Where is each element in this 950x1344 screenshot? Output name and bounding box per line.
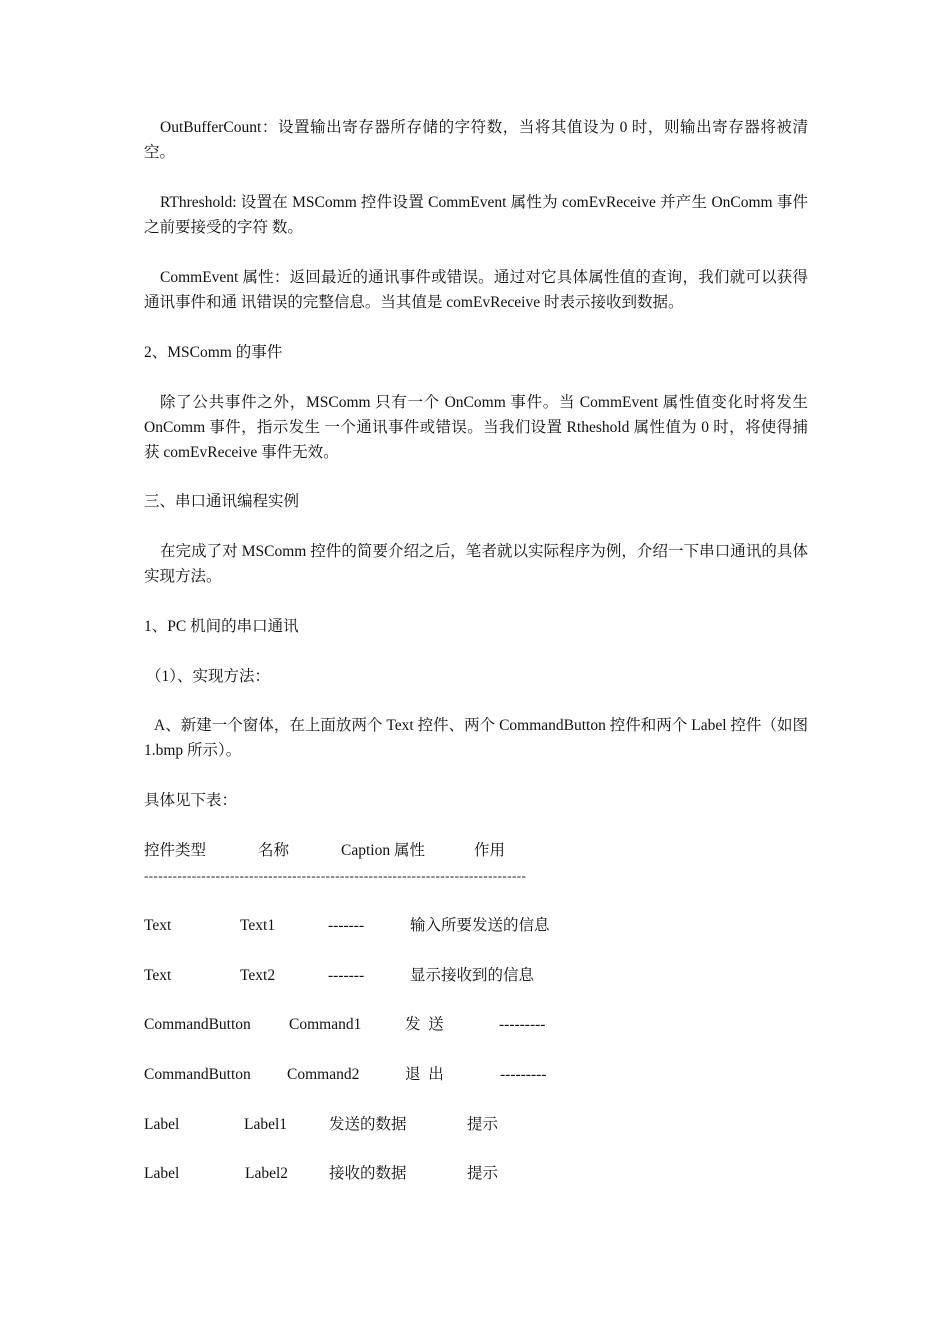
table-cell: 输入所要发送的信息 bbox=[410, 917, 550, 934]
table-cell: Text bbox=[144, 917, 172, 934]
table-cell: Command1 bbox=[289, 1016, 362, 1033]
table-header-cell: 控件类型 bbox=[144, 842, 207, 859]
paragraph-commevent: CommEvent 属性：返回最近的通讯事件或错误。通过对它具体属性值的查询，我们就可以获得通讯事件和通 讯错误的完整信息。当其值是 comEvReceive 时表示接收到数据。 bbox=[144, 269, 808, 311]
paragraph-see-table: 具体见下表： bbox=[144, 792, 238, 809]
table-cell: Text1 bbox=[240, 917, 276, 934]
table-cell: Label1 bbox=[244, 1116, 288, 1133]
paragraph-new-form: A、新建一个窗体，在上面放两个 Text 控件、两个 CommandButton 控件和两个 Label 控件（如图 1.bmp 所示）。 bbox=[144, 717, 808, 759]
heading-mscomm-events: 2、MSComm 的事件 bbox=[144, 344, 283, 361]
heading-pc-serial: 1、PC 机间的串口通讯 bbox=[144, 618, 299, 635]
table-cell: ------- bbox=[328, 917, 365, 934]
heading-examples: 三、串口通讯编程实例 bbox=[144, 493, 300, 510]
table-header-cell: Caption 属性 bbox=[341, 842, 425, 859]
table-header-cell: 作用 bbox=[474, 842, 506, 859]
table-cell: 显示接收到的信息 bbox=[410, 967, 535, 984]
table-cell: --------- bbox=[500, 1066, 547, 1083]
table-cell: Command2 bbox=[287, 1066, 360, 1083]
table-cell: 发送的数据 bbox=[329, 1116, 407, 1133]
paragraph-outbuffercount: OutBufferCount：设置输出寄存器所存储的字符数，当将其值设为 0 时，则输出寄存器将被清空。 bbox=[144, 119, 808, 161]
paragraph-intro: 在完成了对 MSComm 控件的简要介绍之后，笔者就以实际程序为例，介绍一下串口通讯的具体实现方法。 bbox=[144, 543, 808, 585]
table-header-cell: 名称 bbox=[258, 842, 290, 859]
table-cell: ------- bbox=[328, 967, 365, 984]
table-cell: 退 出 bbox=[405, 1066, 444, 1083]
table-cell: CommandButton bbox=[144, 1066, 251, 1083]
paragraph-oncomm: 除了公共事件之外，MSComm 只有一个 OnComm 事件。当 CommEvent 属性值变化时将发生 OnComm 事件，指示发生 一个通讯事件或错误。当我们设置 Rtheshold 属性值为 0 时，将使得捕获 comEvReceive 事件无效。 bbox=[144, 394, 808, 461]
heading-method: （1）、实现方法： bbox=[146, 668, 271, 685]
table-separator: -------------------------------------------------------------------------------- bbox=[144, 868, 527, 883]
table-cell: CommandButton bbox=[144, 1016, 251, 1033]
table-cell: 接收的数据 bbox=[329, 1165, 407, 1182]
table-cell: Text bbox=[144, 967, 172, 984]
paragraph-rthreshold: RThreshold: 设置在 MSComm 控件设置 CommEvent 属性为 comEvReceive 并产生 OnComm 事件之前要接受的字符 数。 bbox=[144, 194, 808, 236]
table-cell: --------- bbox=[499, 1016, 546, 1033]
table-cell: 提示 bbox=[467, 1116, 499, 1133]
table-cell: 提示 bbox=[467, 1165, 499, 1182]
table-cell: Label bbox=[144, 1116, 180, 1133]
table-cell: Text2 bbox=[240, 967, 276, 984]
table-cell: 发 送 bbox=[405, 1016, 444, 1033]
table-cell: Label bbox=[144, 1165, 180, 1182]
table-cell: Label2 bbox=[245, 1165, 289, 1182]
